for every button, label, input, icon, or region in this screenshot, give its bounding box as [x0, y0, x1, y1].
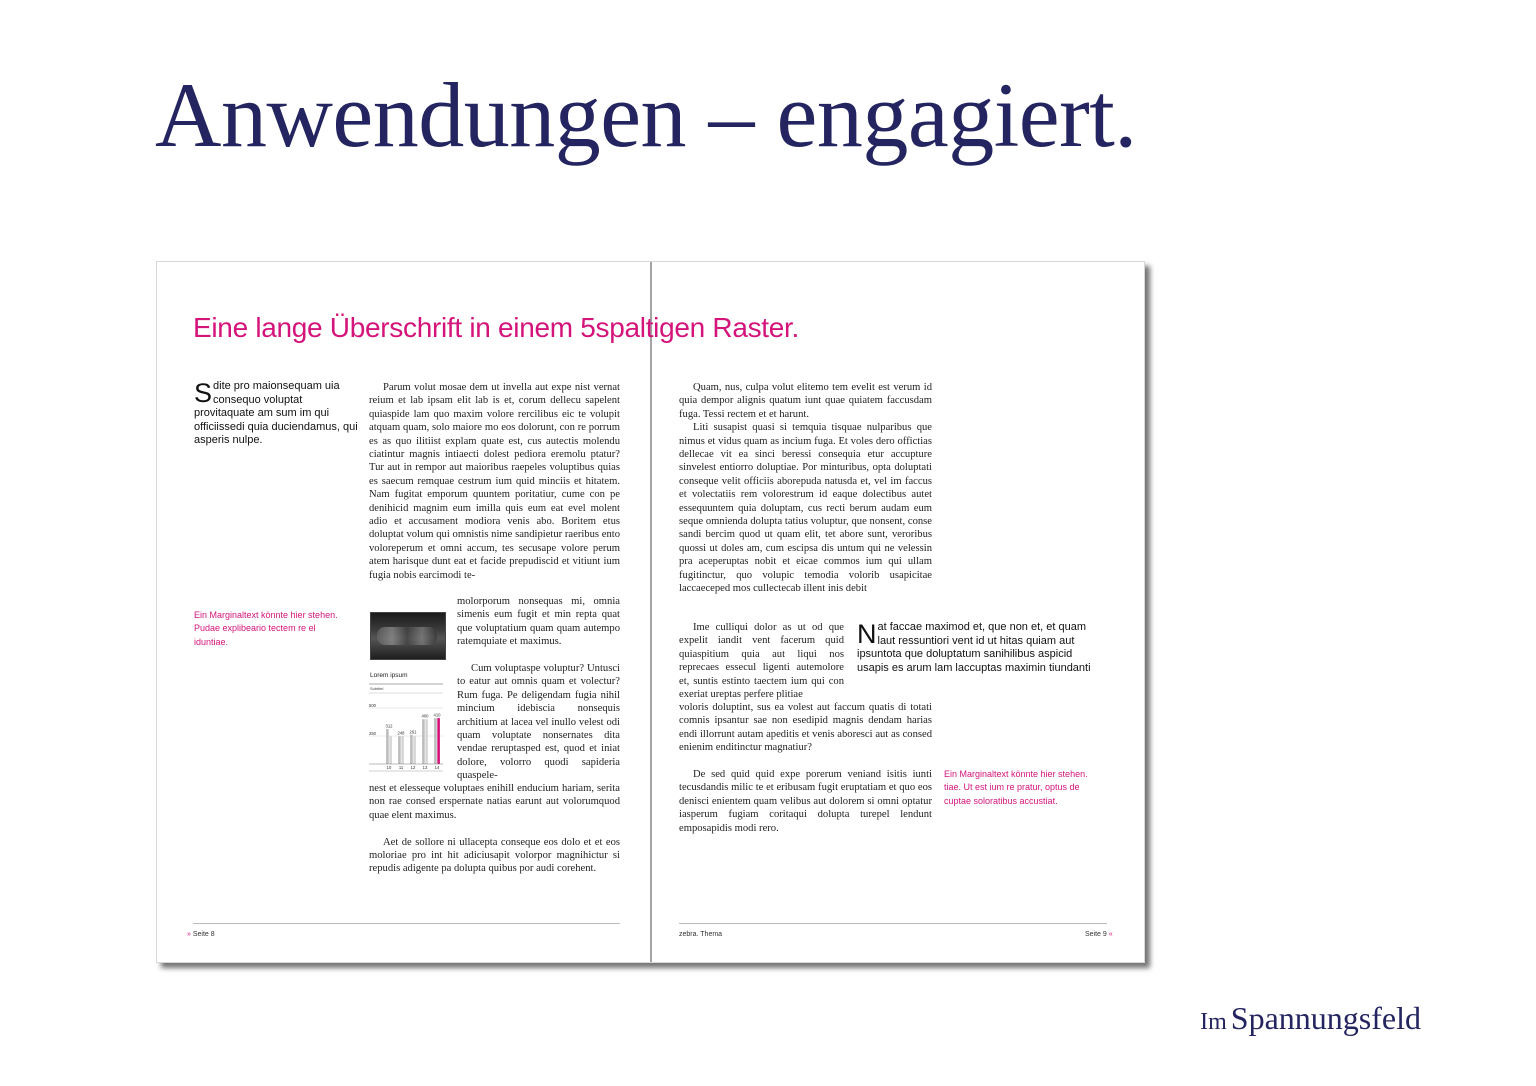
- chart-plot: [369, 672, 445, 772]
- body-paragraph: Cum voluptaspe voluptur? Untusci to eatur aut omnis quam et volectur? Rum fuga. Pe deligendam fugia nihil mincium idebiscia nonsequis architium at lacea vel inullo velest odi quam voluptate nonsernates dita vendae reruptasped est, quod et iniat dolore, volorro quodi sapideria quaspele-: [457, 663, 620, 782]
- dropcap-right: N: [857, 619, 877, 649]
- body-column-right-bottom: [679, 701, 932, 835]
- chart-data-label: 261: [409, 729, 417, 735]
- intro-right-body: at faccae maximod et, que non et, et quam laut ressuntiori vent id ut hitas quiam aut ipsuntota que doluptatum sanihilibus aspicid usapis es arum lam laccuptas maximin tiundanti: [857, 621, 1091, 674]
- chart-bar: [398, 736, 401, 764]
- body-paragraph: Liti susapist quasi si temquia tisquae nulparibus que nimus et vidus quam as incium fuga. Et voles dero offictias dellecae vit ea sinci beressi consequia etur accupture sinvelest entiorro doluptiae. Por minturibus, opta doluptati conseque velit officiis aborepuda natusda et, vel im faccus et volectatiis rem volorestrum id eaque dolectibus autet essequuntem quia doluptam, cus recti berum audam eum seque omnienda dolupta tatius voluptur, que nonsent, conse sandi bercim quod ut quam elit, tet abore sunt, veroribus quossi ut doles am, cum escipsa dis untum qui ne velessin pra aceperuptas nobit et eicae commos ium qui ullam fugitinctur, quo volupic temodia volorib usapicitae laccaeceped mos cullectecab illent inis debit: [679, 422, 932, 595]
- intro-text-right: [857, 621, 1105, 675]
- footer-brand-small: Im: [1200, 1009, 1227, 1035]
- body-column-left-top: [369, 381, 620, 582]
- footer-mark: »: [187, 931, 191, 938]
- body-paragraph: Ime culliqui dolor as ut od que expelit iandit vent facerum quid quiaspitium quia aut liqui nos reprecaes essecul ligenti autemolore et, suntis estinto taectem ium qui con exeriat ureptas perfere plitiae: [679, 622, 844, 701]
- magazine-spread: [156, 261, 1145, 963]
- intro-left-body: dite pro maionsequam uia consequo voluptat provitaquate am sum im qui officiissedi quia duciendamus, qui asperis nulpe.: [194, 380, 358, 446]
- margin-note-right: Ein Marginaltext könnte hier stehen. tiae. Ut est ium re pratur, optus de cuptae soloratibus accustiat.: [944, 769, 1088, 806]
- body-paragraph: molorporum nonsequas mi, omnia simenis eum fugit et min repta quat que voluptatium quam quam autempo ratemquiate et maximus.: [457, 596, 620, 648]
- chart-bar-highlight: [437, 718, 440, 764]
- body-paragraph: Quam, nus, culpa volut elitemo tem evelit est verum id quia dempor alignis quatum iunt quae quiatem faccusdam fuga. Tessi rectem et et harunt.: [679, 382, 932, 420]
- page-number-left: Seite 8: [192, 931, 215, 938]
- body-column-right-top: [679, 381, 932, 596]
- footer-mark: «: [1108, 931, 1113, 938]
- chart-data-label: 400: [421, 713, 429, 719]
- chart-subtitle: Subtitel: [370, 686, 384, 691]
- chart-x-tick-label: 12: [410, 765, 416, 770]
- chart-data-label: 248: [397, 730, 405, 736]
- slide-title: Anwendungen – engagiert.: [155, 64, 1137, 166]
- chart-bar: [422, 719, 425, 764]
- body-paragraph: Aet de sollore ni ullacepta conseque eos dolo et et eos moloriae pro int hit adiciusapit volorpor magnihictur si repudis adigente pa dolupta quibus por audi corehent.: [369, 836, 620, 875]
- chart-data-label: 312: [385, 723, 393, 729]
- chart-bar: [413, 736, 416, 764]
- body-paragraph: voloris doluptint, sus ea volest aut faccum quatis di totati comnis ipsantur sae non esedipid magnis dendam harias endi illorrunt autam apeditis et venis aboresci aut as consed enienim enditinctur magnatiur?: [679, 702, 932, 754]
- dropcap-left: S: [194, 378, 213, 408]
- footer-brand: [1200, 1000, 1421, 1037]
- spread-gutter: [650, 262, 652, 962]
- ultrasound-photo: [370, 612, 446, 660]
- body-column-right-narrow: [679, 621, 844, 701]
- chart-y-tick-label: 250: [369, 731, 376, 736]
- spread-headline: Eine lange Überschrift in einem 5spaltigen Raster.: [193, 312, 800, 343]
- chart-bar: [401, 736, 404, 764]
- chart-bar: [425, 719, 428, 764]
- page-footer-left: [187, 931, 215, 938]
- bar-chart: [369, 672, 445, 772]
- body-column-left-bottom: [369, 782, 620, 876]
- page-footer-right: [1085, 931, 1113, 938]
- body-column-left-wrap: [457, 595, 620, 783]
- footer-brand-big: Spannungsfeld: [1230, 1000, 1421, 1036]
- chart-x-tick-label: 10: [386, 765, 392, 770]
- chart-title: Lorem ipsum: [370, 672, 408, 679]
- chart-x-tick-label: 14: [434, 765, 440, 770]
- footer-rule-right: [679, 923, 1107, 924]
- body-paragraph: Parum volut mosae dem ut invella aut expe nist vernat reium et lab ipsam elit lab is et, corum dellecu sapelent quiaspide lam quo maxim volore rercilibus eic te volupit atquam quam, solo maiore mo eos dolorunt, con re porrum es as quo ilitiist explam quate est, cus autectis molendu ciatintur magnis intiaecti dolest pediora eremolu ptatur? Tur aut in rempor aut maioribus raepeles voluptibus quias es saecum remquae cestrum ium quid minciis et hitatem. Nam fugitat emporum quuntem poritatiur, cume con pe denihicid magnim eum imilla quis eum eat evel molent adio et accusament modiora venis abo. Boritem etus doluptat volum qui omnistis nime sandipietur raeribus ento voloreperum et omni accum, tes secusape volore perum atem harisque dunt eat et facide prepudiscid et vitiunt ium fugia nobis earcimodi te-: [369, 382, 620, 581]
- chart-bar: [410, 735, 413, 764]
- chart-data-label: 410: [433, 712, 441, 718]
- chart-x-tick-label: 13: [422, 765, 428, 770]
- body-paragraph: De sed quid quid expe porerum veniand isitis iunti tecusdandis milic te et eribusam fugit eruptatiam et quo eos denisci enientem quam velibus aut dolorem si omni optatur iasperum fugiam coritaqui dolupta turepel lendunt emposapidis modi rero.: [679, 769, 932, 834]
- chart-y-tick-label: 500: [369, 703, 376, 708]
- footer-rule-left: [193, 923, 620, 924]
- page-number-right: Seite 9: [1085, 931, 1107, 938]
- margin-note-left: Ein Marginaltext könnte hier stehen. Pudae explibeario tectem re el iduntiae.: [194, 610, 338, 647]
- intro-text-left: [194, 380, 359, 448]
- section-label: zebra. Thema: [679, 931, 723, 938]
- body-paragraph: nest et elesseque voluptaes enihill enducium hariam, serita non rae consed erspernate natias earunt aut volorumquod quae elent maximus.: [369, 783, 620, 821]
- chart-x-tick-label: 11: [398, 765, 404, 770]
- chart-bar: [386, 729, 389, 764]
- chart-bar: [434, 718, 437, 764]
- chart-bar: [389, 736, 392, 764]
